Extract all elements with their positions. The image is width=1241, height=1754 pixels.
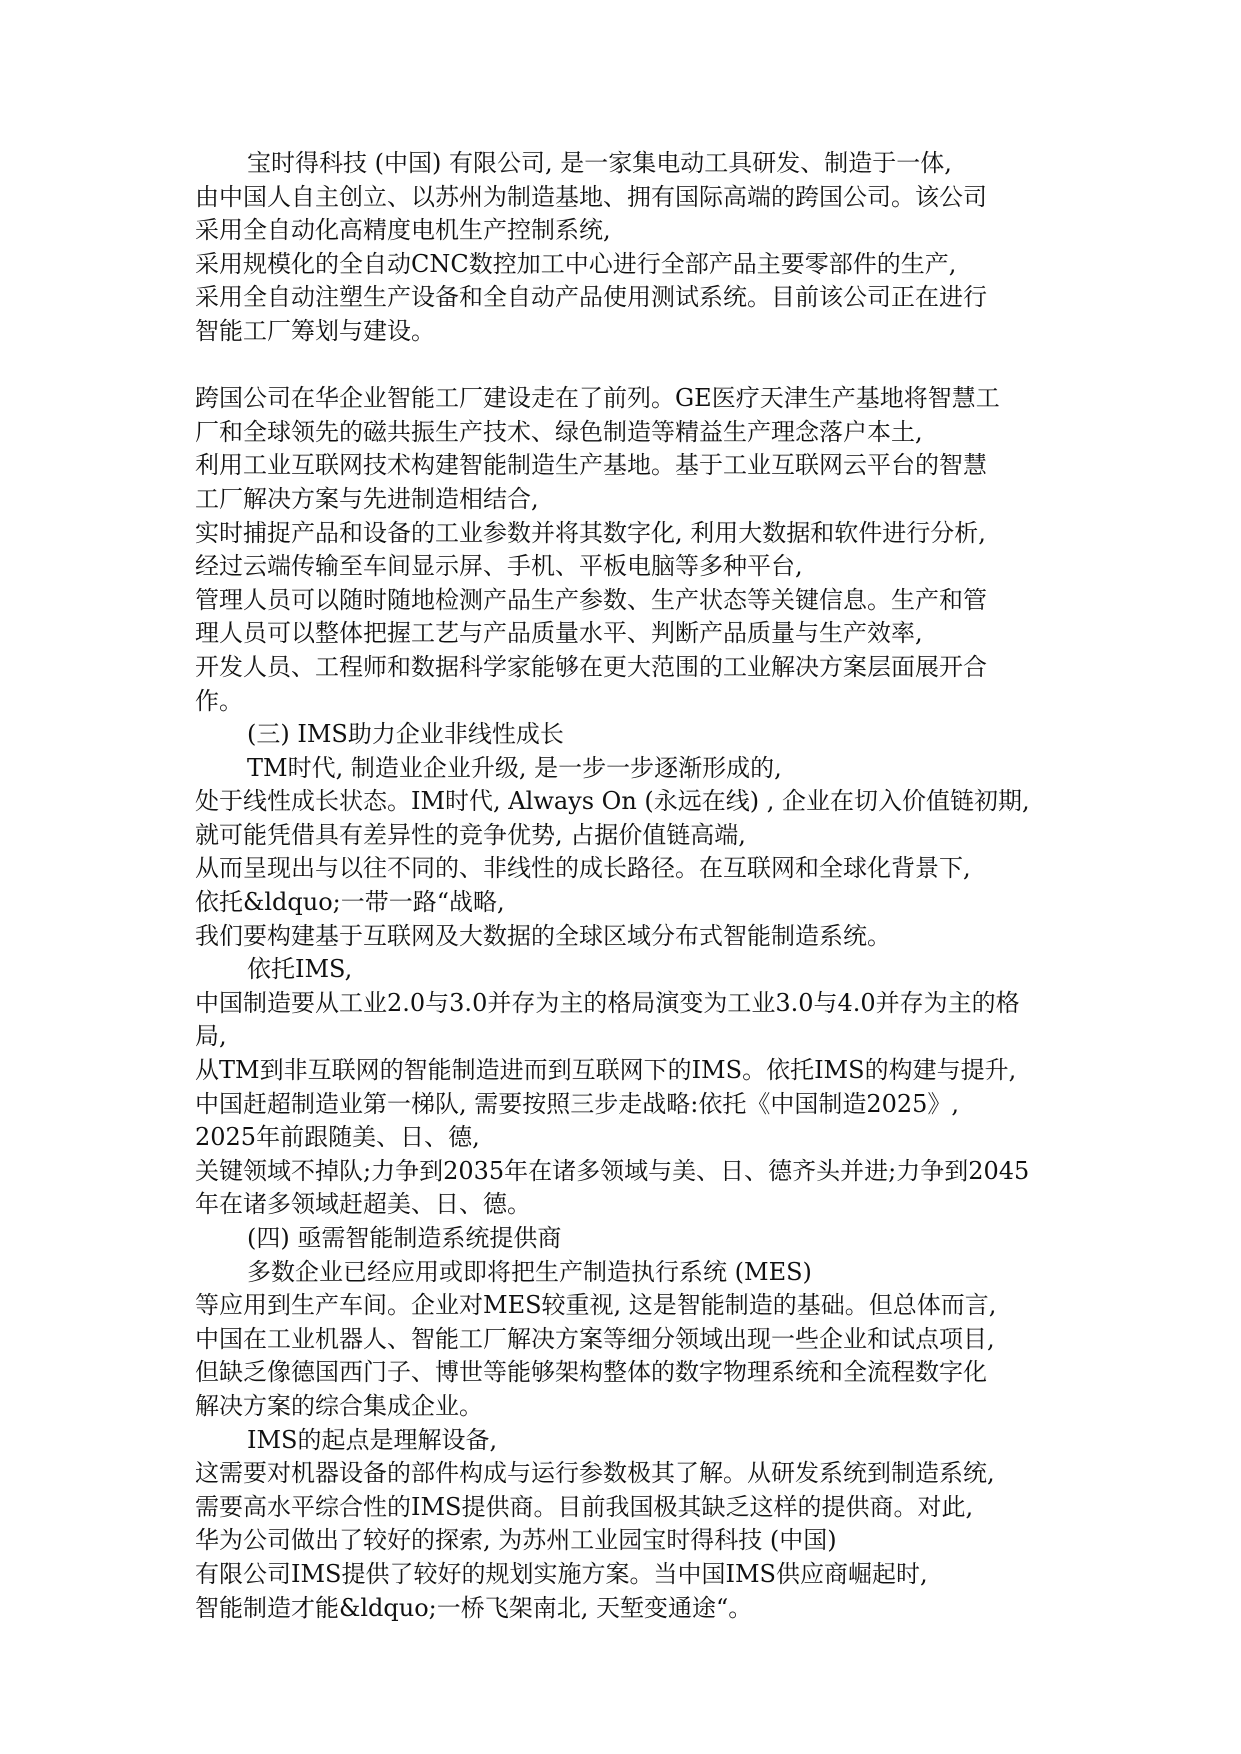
text-line: 实时捕捉产品和设备的工业参数并将其数字化, 利用大数据和软件进行分析, bbox=[195, 518, 986, 547]
text-line: 采用全自动化高精度电机生产控制系统, bbox=[195, 216, 611, 245]
text-line: 采用规模化的全自动CNC数控加工中心进行全部产品主要零部件的生产, bbox=[195, 249, 957, 278]
text-line: 多数企业已经应用或即将把生产制造执行系统 (MES) bbox=[247, 1257, 812, 1286]
text-line: 智能制造才能&ldquo;一桥飞架南北, 天堑变通途“。 bbox=[195, 1593, 753, 1622]
text-line: 但缺乏像德国西门子、博世等能够架构整体的数字物理系统和全流程数字化 bbox=[195, 1358, 987, 1387]
text-line: 开发人员、工程师和数据科学家能够在更大范围的工业解决方案层面展开合 bbox=[195, 652, 987, 681]
text-line: 中国在工业机器人、智能工厂解决方案等细分领域出现一些企业和试点项目, bbox=[195, 1324, 995, 1353]
text-line: 解决方案的综合集成企业。 bbox=[195, 1391, 483, 1420]
text-line: 厂和全球领先的磁共振生产技术、绿色制造等精益生产理念落户本土, bbox=[195, 417, 923, 446]
text-line: 宝时得科技 (中国) 有限公司, 是一家集电动工具研发、制造于一体, bbox=[247, 149, 952, 177]
text-line: (四) 亟需智能制造系统提供商 bbox=[247, 1224, 562, 1252]
text-line: 作。 bbox=[195, 686, 243, 715]
paragraph-gap bbox=[195, 349, 1075, 383]
text-line: 智能工厂筹划与建设。 bbox=[195, 316, 435, 345]
text-line: 这需要对机器设备的部件构成与运行参数极其了解。从研发系统到制造系统, bbox=[195, 1459, 995, 1488]
text-line: 采用全自动注塑生产设备和全自动产品使用测试系统。目前该公司正在进行 bbox=[195, 283, 987, 312]
text-line: 中国赶超制造业第一梯队, 需要按照三步走战略:依托《中国制造2025》, bbox=[195, 1089, 960, 1118]
text-line: (三) IMS助力企业非线性成长 bbox=[247, 720, 564, 749]
text-line: 局, bbox=[195, 1022, 227, 1051]
text-line: 工厂解决方案与先进制造相结合, bbox=[195, 484, 539, 513]
text-line: 我们要构建基于互联网及大数据的全球区域分布式智能制造系统。 bbox=[195, 921, 891, 950]
text-line: 关键领域不掉队;力争到2035年在诸多领域与美、日、德齐头并进;力争到2045 bbox=[195, 1156, 1030, 1185]
text-line: 由中国人自主创立、以苏州为制造基地、拥有国际高端的跨国公司。该公司 bbox=[195, 182, 987, 211]
text-line: 经过云端传输至车间显示屏、手机、平板电脑等多种平台, bbox=[195, 552, 803, 581]
text-line: 管理人员可以随时随地检测产品生产参数、生产状态等关键信息。生产和管 bbox=[195, 585, 987, 614]
text-line: 理人员可以整体把握工艺与产品质量水平、判断产品质量与生产效率, bbox=[195, 619, 923, 648]
text-line: 等应用到生产车间。企业对MES较重视, 这是智能制造的基础。但总体而言, bbox=[195, 1291, 997, 1320]
text-line: 利用工业互联网技术构建智能制造生产基地。基于工业互联网云平台的智慧 bbox=[195, 451, 987, 480]
text-line: IMS的起点是理解设备, bbox=[247, 1425, 498, 1454]
text-line: 从TM到非互联网的智能制造进而到互联网下的IMS。依托IMS的构建与提升, bbox=[195, 1056, 1017, 1085]
text-line: 依托IMS, bbox=[247, 955, 353, 984]
text-line: 就可能凭借具有差异性的竞争优势, 占据价值链高端, bbox=[195, 820, 746, 849]
document-body bbox=[195, 147, 1075, 1625]
text-line: 处于线性成长状态。IM时代, Always On (永远在线) , 企业在切入价值链初期, bbox=[195, 787, 1030, 816]
text-line: 需要高水平综合性的IMS提供商。目前我国极其缺乏这样的提供商。对此, bbox=[195, 1492, 974, 1521]
text-line: 有限公司IMS提供了较好的规划实施方案。当中国IMS供应商崛起时, bbox=[195, 1559, 928, 1588]
text-line: 跨国公司在华企业智能工厂建设走在了前列。GE医疗天津生产基地将智慧工 bbox=[195, 384, 1000, 413]
text-line: 依托&ldquo;一带一路“战略, bbox=[195, 888, 505, 917]
text-line: 年在诸多领域赶超美、日、德。 bbox=[195, 1190, 531, 1219]
text-line: 中国制造要从工业2.0与3.0并存为主的格局演变为工业3.0与4.0并存为主的格 bbox=[195, 988, 1020, 1017]
text-line: 从而呈现出与以往不同的、非线性的成长路径。在互联网和全球化背景下, bbox=[195, 854, 971, 883]
text-line: TM时代, 制造业企业升级, 是一步一步逐渐形成的, bbox=[247, 753, 782, 782]
text-line: 华为公司做出了较好的探索, 为苏州工业园宝时得科技 (中国) bbox=[195, 1526, 837, 1555]
text-line: 2025年前跟随美、日、德, bbox=[195, 1123, 480, 1152]
